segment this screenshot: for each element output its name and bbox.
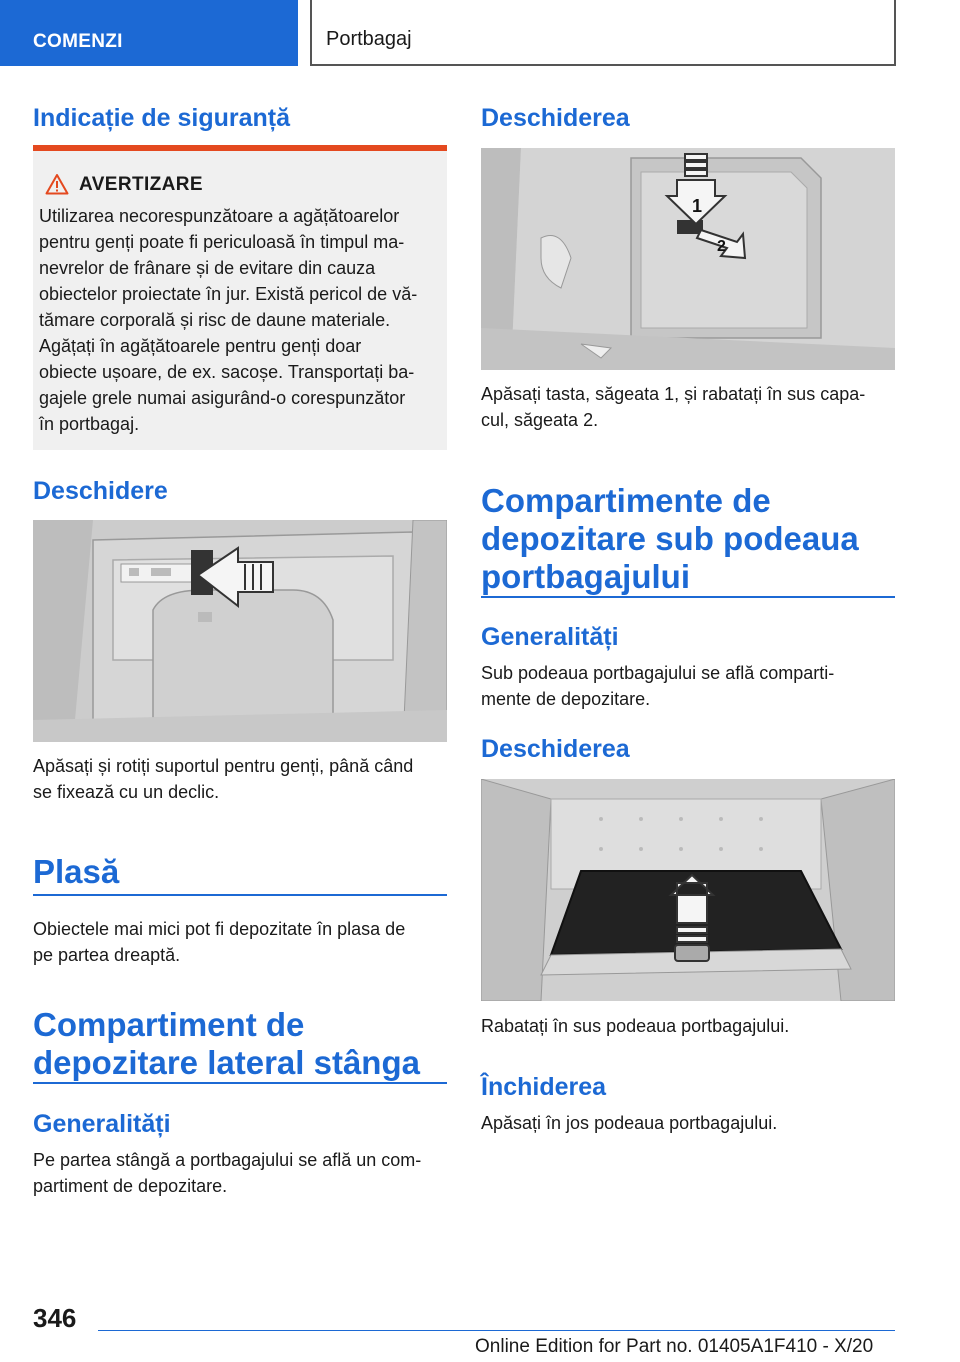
opening2-heading: Deschiderea bbox=[481, 735, 630, 763]
caption-line: se fixează cu un declic. bbox=[33, 782, 220, 802]
general-text-right bbox=[481, 660, 895, 712]
bag-holder-illustration bbox=[33, 520, 447, 742]
warning-line: în portbagaj. bbox=[39, 414, 140, 434]
trunk-floor-illustration bbox=[481, 779, 895, 1001]
opening-caption-right bbox=[481, 381, 895, 433]
text-line: partiment de depozitare. bbox=[33, 1176, 228, 1196]
safety-heading: Indicație de siguranță bbox=[33, 104, 291, 132]
warning-line: obiectelor proiectate în jur. Există pericol de vă- bbox=[39, 284, 418, 304]
net-heading-rule bbox=[33, 894, 447, 896]
text-line: pe partea dreaptă. bbox=[33, 945, 181, 965]
net-text bbox=[33, 916, 447, 968]
warning-line: Utilizarea necorespunzătoare a agățătoarelor bbox=[39, 206, 400, 226]
caption-line: Apăsați și rotiți suportul pentru genți, până când bbox=[33, 756, 414, 776]
general-heading-right: Generalități bbox=[481, 623, 619, 651]
warning-line: pentru genți poate fi periculoasă în timpul ma- bbox=[39, 232, 405, 252]
image-label-2: 2 bbox=[717, 238, 726, 255]
floor-compartment-heading bbox=[481, 482, 859, 596]
side-compartment-heading bbox=[33, 1006, 420, 1082]
text-line: Obiectele mai mici pot fi depozitate în plasa de bbox=[33, 919, 406, 939]
floor-compartment-rule bbox=[481, 596, 895, 598]
text-line: Pe partea stângă a portbagajului se află un com- bbox=[33, 1150, 422, 1170]
warning-text bbox=[39, 203, 443, 437]
side-compartment-rule bbox=[33, 1082, 447, 1084]
opening-caption-left bbox=[33, 753, 447, 805]
opening-heading-left: Deschidere bbox=[33, 477, 168, 505]
footer-rule bbox=[98, 1330, 895, 1331]
section-tab: COMENZI bbox=[0, 0, 298, 66]
image-label-1: 1 bbox=[692, 196, 703, 216]
opening2-caption: Rabatați în sus podeaua portbagajului. bbox=[481, 1016, 790, 1036]
page-header bbox=[0, 0, 960, 66]
edition-text: Online Edition for Part no. 01405A1F410 - X/20 bbox=[475, 1336, 874, 1357]
warning-line: gajele grele numai asigurând-o corespunzător bbox=[39, 388, 406, 408]
warning-line: obiecte ușoare, de ex. sacoșe. Transportați ba- bbox=[39, 362, 415, 382]
warning-triangle-icon bbox=[45, 173, 69, 195]
text-line: Sub podeaua portbagajului se află comparti- bbox=[481, 663, 835, 683]
heading-line: depozitare lateral stânga bbox=[33, 1044, 420, 1081]
page-number: 346 bbox=[33, 1303, 77, 1333]
closing-text: Apăsați în jos podeaua portbagajului. bbox=[481, 1113, 778, 1133]
opening-heading-right: Deschiderea bbox=[481, 104, 630, 132]
caption-line: Apăsați tasta, săgeata 1, și rabatați în sus capa- bbox=[481, 384, 866, 404]
heading-line: portbagajului bbox=[481, 558, 690, 595]
warning-line: Agățați în agățătoarele pentru genți doar bbox=[39, 336, 362, 356]
warning-line: nevrelor de frânare și de evitare din cauza bbox=[39, 258, 376, 278]
warning-title: AVERTIZARE bbox=[79, 174, 203, 195]
chapter-title: Portbagaj bbox=[326, 28, 412, 50]
caption-line: cul, săgeata 2. bbox=[481, 410, 599, 430]
general-text-left bbox=[33, 1147, 447, 1199]
heading-line: Compartiment de bbox=[33, 1006, 305, 1043]
cover-flap-illustration bbox=[481, 148, 895, 370]
warning-box bbox=[33, 145, 447, 450]
heading-line: Compartimente de bbox=[481, 482, 771, 519]
warning-bar bbox=[33, 145, 447, 151]
warning-line: tămare corporală și risc de daune materiale. bbox=[39, 310, 391, 330]
closing-heading: Închiderea bbox=[481, 1073, 607, 1101]
net-heading: Plasă bbox=[33, 853, 120, 890]
heading-line: depozitare sub podeaua bbox=[481, 520, 859, 557]
text-line: mente de depozitare. bbox=[481, 689, 651, 709]
general-heading-left: Generalități bbox=[33, 1110, 171, 1138]
